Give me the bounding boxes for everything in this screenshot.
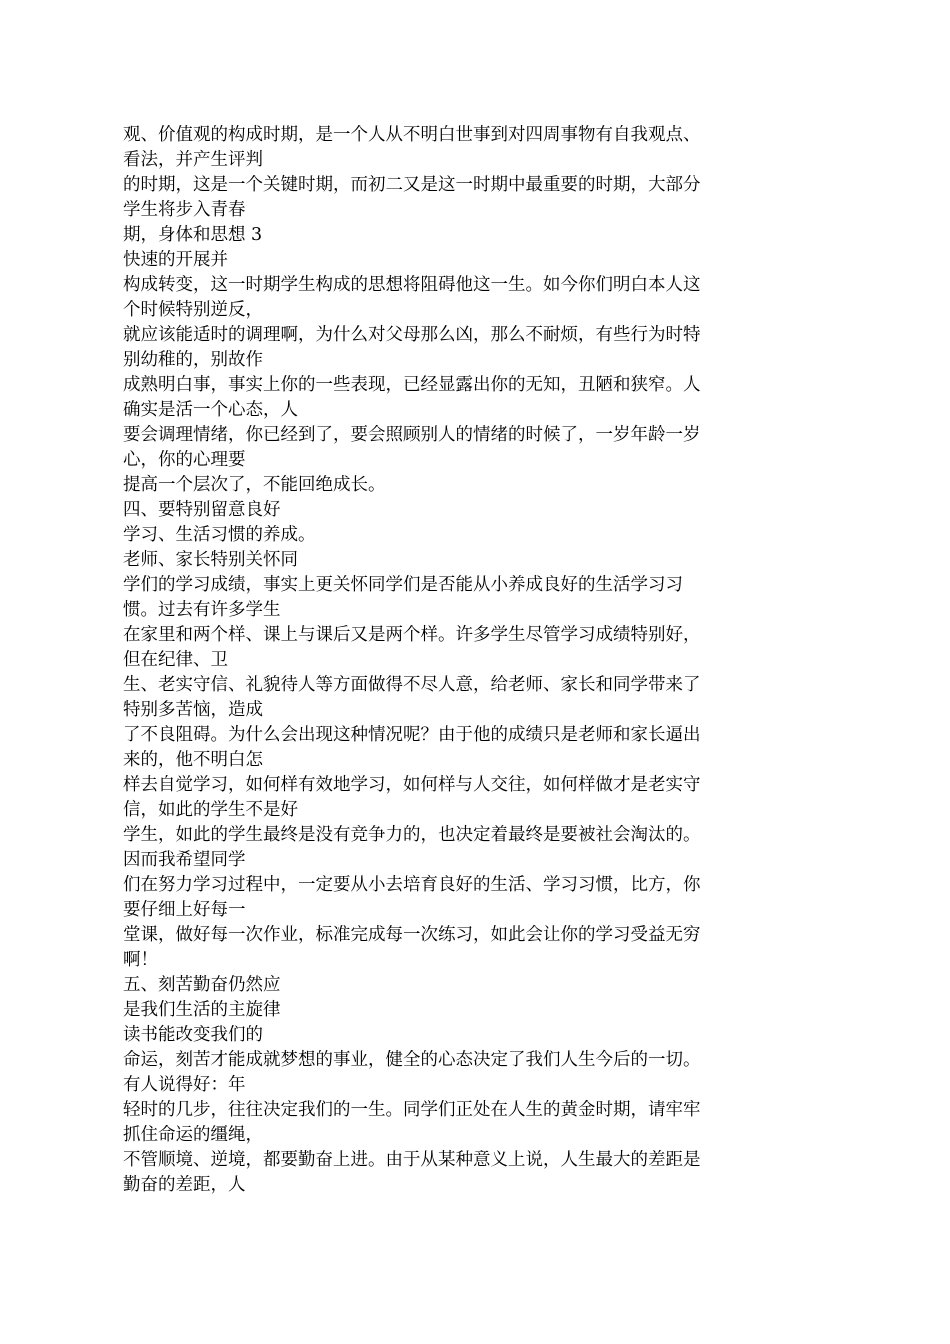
text-line: 的时期，这是一个关键时期，而初二又是这一时期中最重要的时期，大部分 <box>123 175 701 195</box>
body-text <box>123 123 793 1198</box>
text-line: 学生，如此的学生最终是没有竞争力的，也决定着最终是要被社会淘汰的。 <box>123 825 701 845</box>
text-line: 信，如此的学生不是好 <box>123 800 298 820</box>
text-line: 看法，并产生评判 <box>123 150 263 170</box>
text-line: 命运，刻苦才能成就梦想的事业，健全的心态决定了我们人生今后的一切。 <box>123 1050 701 1070</box>
text-line: 确实是活一个心态，人 <box>123 400 298 420</box>
section-heading: 四、要特别留意良好 <box>123 500 281 520</box>
text-line: 构成转变，这一时期学生构成的思想将阻碍他这一生。如今你们明白本人这 <box>123 275 701 295</box>
text-line: 观、价值观的构成时期，是一个人从不明白世事到对四周事物有自我观点、 <box>123 125 701 145</box>
text-line: 抓住命运的缰绳， <box>123 1125 263 1145</box>
text-line: 读书能改变我们的 <box>123 1025 263 1045</box>
text-line: 学们的学习成绩，事实上更关怀同学们是否能从小养成良好的生活学习习 <box>123 575 683 595</box>
text-line: 因而我希望同学 <box>123 850 246 870</box>
text-line: 学生将步入青春 <box>123 200 246 220</box>
text-line: 学习、生活习惯的养成。 <box>123 525 316 545</box>
text-line: 勤奋的差距，人 <box>123 1175 246 1195</box>
text-line: 了不良阻碍。为什么会出现这种情况呢？由于他的成绩只是老师和家长逼出 <box>123 725 701 745</box>
text-line: 别幼稚的，别故作 <box>123 350 263 370</box>
text-line: 不管顺境、逆境，都要勤奋上进。由于从某种意义上说，人生最大的差距是 <box>123 1150 701 1170</box>
text-line: 要会调理情绪，你已经到了，要会照顾别人的情绪的时候了，一岁年龄一岁 <box>123 425 701 445</box>
text-line: 啊！ <box>123 950 158 970</box>
text-line: 特别多苦恼，造成 <box>123 700 263 720</box>
text-line: 期，身体和思想 3 <box>123 225 263 245</box>
text-line: 惯。过去有许多学生 <box>123 600 281 620</box>
text-line: 老师、家长特别关怀同 <box>123 550 298 570</box>
text-line: 成熟明白事，事实上你的一些表现，已经显露出你的无知，丑陋和狭窄。人 <box>123 375 701 395</box>
text-line: 在家里和两个样、课上与课后又是两个样。许多学生尽管学习成绩特别好， <box>123 625 701 645</box>
text-line: 来的，他不明白怎 <box>123 750 263 770</box>
section-heading: 五、刻苦勤奋仍然应 <box>123 975 281 995</box>
text-line: 样去自觉学习，如何样有效地学习，如何样与人交往，如何样做才是老实守 <box>123 775 701 795</box>
text-line: 堂课，做好每一次作业，标准完成每一次练习，如此会让你的学习受益无穷 <box>123 925 701 945</box>
text-line: 们在努力学习过程中，一定要从小去培育良好的生活、学习习惯，比方，你 <box>123 875 701 895</box>
text-line: 就应该能适时的调理啊，为什么对父母那么凶，那么不耐烦，有些行为时特 <box>123 325 701 345</box>
text-line: 轻时的几步，往往决定我们的一生。同学们正处在人生的黄金时期，请牢牢 <box>123 1100 701 1120</box>
text-line: 快速的开展并 <box>123 250 228 270</box>
text-line: 个时候特别逆反， <box>123 300 263 320</box>
text-line: 但在纪律、卫 <box>123 650 228 670</box>
text-line: 要仔细上好每一 <box>123 900 246 920</box>
text-line: 是我们生活的主旋律 <box>123 1000 281 1020</box>
text-line: 生、老实守信、礼貌待人等方面做得不尽人意，给老师、家长和同学带来了 <box>123 675 701 695</box>
text-line: 心，你的心理要 <box>123 450 246 470</box>
text-line: 有人说得好：年 <box>123 1075 246 1095</box>
text-line: 提高一个层次了，不能回绝成长。 <box>123 475 386 495</box>
